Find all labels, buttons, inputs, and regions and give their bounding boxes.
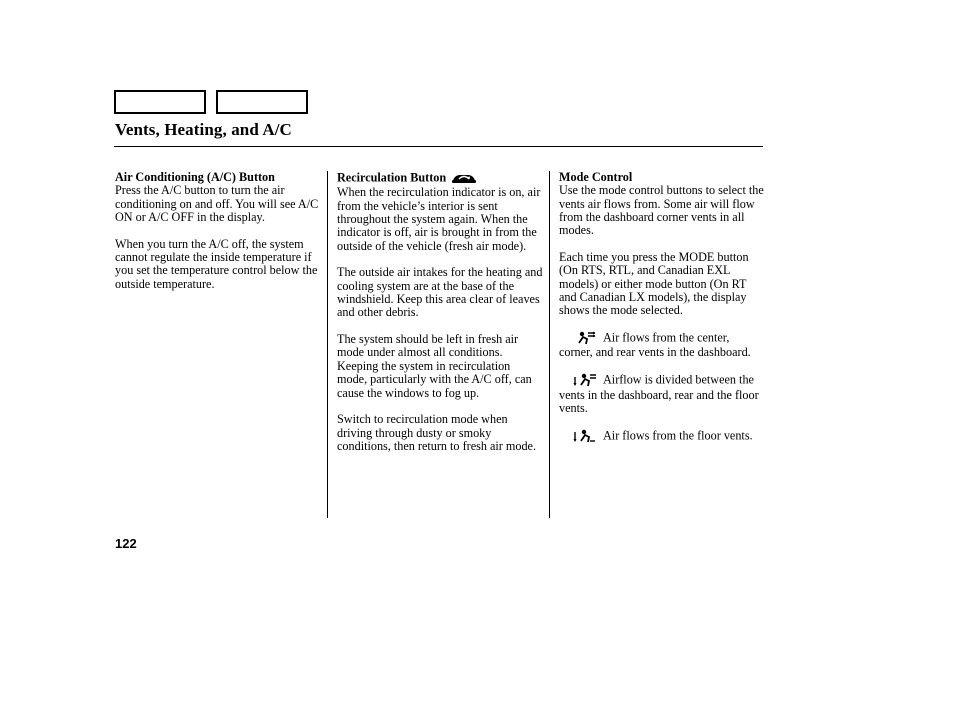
page-number: 122: [115, 536, 137, 551]
recirculation-paragraph-1: When the recirculation indicator is on, air from the vehicle’s interior is sent throughout the system again. When the indicator is off, air is brought in from the outside of the vehicle (fresh air mode).: [337, 185, 541, 253]
column-divider-2: [549, 171, 550, 518]
mode-paragraph-1: Use the mode control buttons to select the vents air flows from. Some air will flow from the dashboard corner vents in all modes.: [559, 183, 764, 238]
mode-paragraph-2: Each time you press the MODE button (On RTS, RTL, and Canadian EXL models) or either mode button (On RT and Canadian LX models), the display shows the mode selected.: [559, 250, 749, 318]
column-divider-1: [327, 171, 328, 518]
mode-heading: Mode Control: [559, 170, 633, 184]
ac-paragraph-2: When you turn the A/C off, the system cannot regulate the inside temperature if you set the temperature control below the outside temperature.: [115, 236, 318, 291]
section-title: Vents, Heating, and A/C: [115, 120, 292, 139]
column-mode: [559, 171, 765, 457]
mode-item-bilevel: [559, 373, 765, 415]
ac-heading: Air Conditioning (A/C) Button: [115, 170, 275, 184]
recirculation-heading: Recirculation Button: [337, 170, 447, 185]
mode-item-floor: [559, 429, 765, 444]
title-rule: [114, 146, 763, 147]
nav-box-next[interactable]: [216, 90, 308, 114]
mode-item-dash-text: Air flows from the center, corner, and rear vents in the dashboard.: [559, 330, 751, 360]
ac-paragraph-1: Press the A/C button to turn the air conditioning on and off. You will see A/C ON or A/C OFF in the display.: [115, 183, 319, 225]
nav-box-previous[interactable]: [114, 90, 206, 114]
recirculation-paragraph-4: Switch to recirculation mode when driving through dusty or smoky conditions, then return to fresh air mode.: [337, 412, 537, 453]
recirculation-heading-line: [337, 171, 543, 186]
dash-vent-icon: [559, 331, 603, 346]
mode-item-bilevel-text: Airflow is divided between the vents in the dashboard, rear and the floor vents.: [559, 372, 759, 415]
column-ac: [115, 171, 320, 304]
column-recirculation: [337, 171, 543, 467]
mode-item-floor-text: Air flows from the floor vents.: [603, 428, 753, 442]
recirculation-icon: [446, 171, 478, 186]
floor-vent-icon: [559, 429, 603, 444]
mode-item-dash: [559, 331, 765, 360]
recirculation-paragraph-2: The outside air intakes for the heating and cooling system are at the base of the windshield. Keep this area clear of leaves and other debris.: [337, 265, 543, 320]
recirculation-paragraph-3: The system should be left in fresh air mode under almost all conditions. Keeping the system in recirculation mode, particularly with the A/C off, can cause the windows to fog up.: [337, 332, 532, 400]
bi-level-icon: [559, 373, 603, 388]
